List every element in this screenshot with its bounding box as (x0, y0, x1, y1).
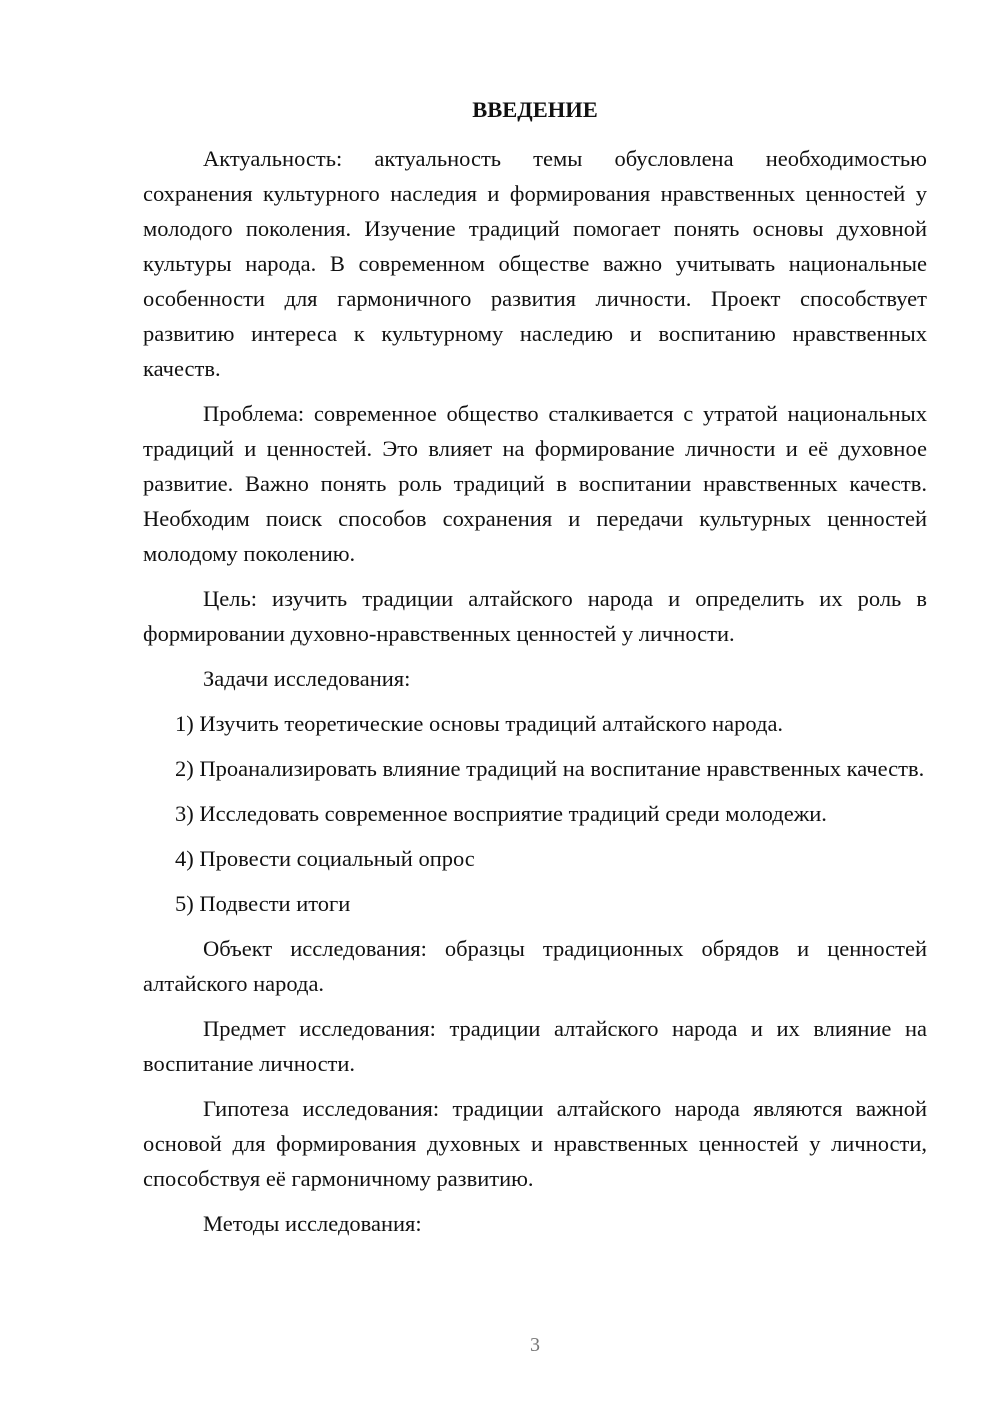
list-item: 5) Подвести итоги (175, 891, 351, 916)
page-title: ВВЕДЕНИЕ (472, 97, 598, 122)
page-footer (0, 1334, 1000, 1357)
paragraph-problem: Проблема: современное общество сталкивается с утратой национальных традиций и ценностей. Это влияет на формирование личности и её духовное развитие. Важно понять роль традиций в воспитании нравственных качеств. Необходим поиск способов сохранения и передачи культурных ценностей молодому поколению. (143, 401, 927, 566)
paragraph-object: Объект исследования: образцы традиционных обрядов и ценностей алтайского народа. (143, 936, 927, 996)
paragraph-goal: Цель: изучить традиции алтайского народа и определить их роль в формировании духовно-нравственных ценностей у личности. (143, 586, 927, 646)
paragraph-relevance: Актуальность: актуальность темы обусловлена необходимостью сохранения культурного наследия и формирования нравственных ценностей у молодого поколения. Изучение традиций помогает понять основы духовной культуры народа. В современном обществе важно учитывать национальные особенности для гармоничного развития личности. Проект способствует развитию интереса к культурному наследию и воспитанию нравственных качеств. (143, 146, 927, 381)
document-body (143, 92, 927, 1251)
list-item: 4) Провести социальный опрос (175, 846, 475, 871)
list-item: 3) Исследовать современное восприятие традиций среди молодежи. (175, 801, 827, 826)
paragraph-hypothesis: Гипотеза исследования: традиции алтайского народа являются важной основой для формирования духовных и нравственных ценностей у личности, способствуя её гармоничному развитию. (143, 1096, 927, 1191)
page-number: 3 (530, 1334, 540, 1356)
list-item: 1) Изучить теоретические основы традиций алтайского народа. (175, 711, 784, 736)
paragraph-methods: Методы исследования: (203, 1211, 422, 1236)
list-item: 2) Проанализировать влияние традиций на воспитание нравственных качеств. (175, 756, 925, 781)
paragraph-subject: Предмет исследования: традиции алтайского народа и их влияние на воспитание личности. (143, 1016, 927, 1076)
paragraph-tasks-heading: Задачи исследования: (203, 666, 411, 691)
